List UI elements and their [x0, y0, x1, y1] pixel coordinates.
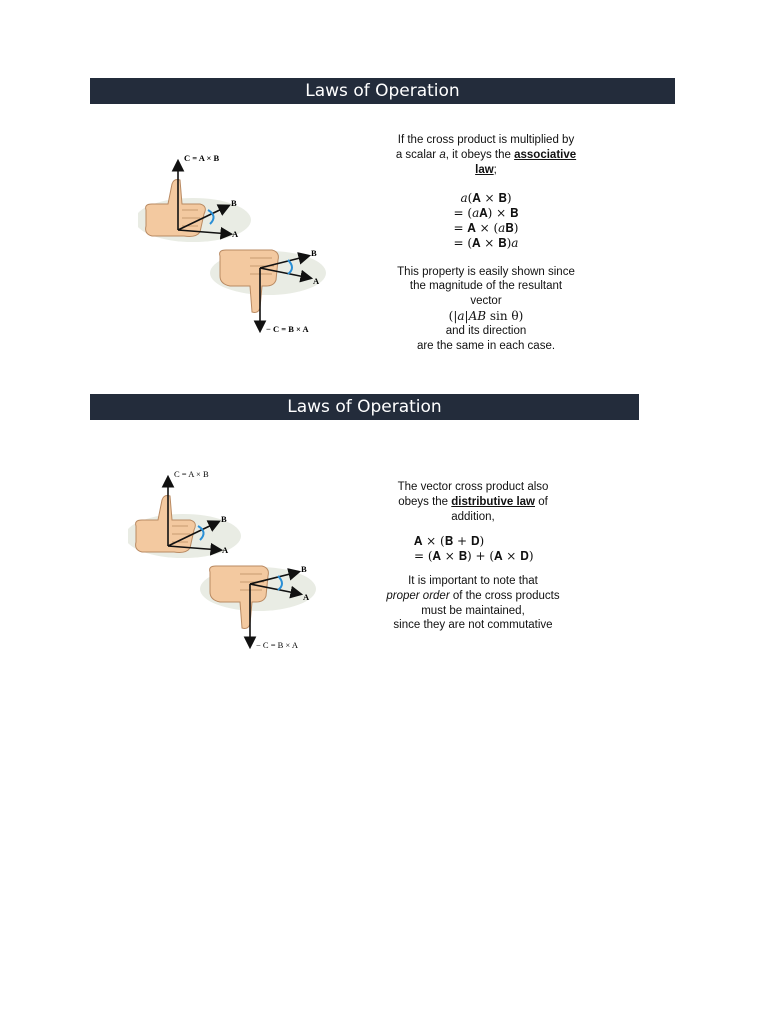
thumbs-up-hand-icon	[136, 496, 196, 553]
slide-1-equation-4: = (𝐀 × 𝐁)𝑎	[453, 235, 519, 250]
slide-2-intro-line-2	[368, 495, 578, 510]
intro-text: a scalar	[395, 148, 440, 161]
slide-2-label-b-top: B	[221, 514, 227, 524]
slide-2-title: Laws of Operation	[90, 394, 639, 420]
slide-2-body-line-1: It is important to note that	[408, 574, 538, 587]
slide-2-label-a-bottom: A	[303, 592, 310, 602]
slide-2-right-hand-rule-figure	[128, 464, 328, 656]
slide-1-title: Laws of Operation	[90, 78, 675, 104]
intro-text: of	[535, 495, 548, 508]
slide-1-label-a-top: A	[232, 229, 239, 239]
scalar-symbol: a	[439, 148, 446, 161]
slide-1-equation-2: = (𝑎𝐀) × 𝐁	[453, 206, 519, 221]
body-text: of the cross products	[449, 589, 560, 602]
slide-1-body-line-6: are the same in each case.	[416, 339, 556, 352]
slide-1-label-c-equals-a-cross-b: C = A × B	[184, 153, 220, 163]
proper-order-term: proper order	[386, 589, 450, 602]
slide-1-label-b-top: B	[231, 198, 237, 208]
intro-text: , it obeys the	[445, 148, 515, 161]
slide-1-body-line-4: (|𝑎|𝐴𝐵 sin θ)	[448, 308, 524, 323]
slide-2-text	[368, 480, 578, 633]
distributive-law-term: distributive law	[451, 495, 535, 508]
slide-1-body-line-3: vector	[470, 295, 502, 308]
slide-1-body-line-1: This property is easily shown since	[397, 265, 575, 278]
slide-1-label-a-bottom: A	[313, 276, 320, 286]
slide-2-equation-2: = (𝐀 × 𝐁) + (𝐀 × 𝐃)	[414, 549, 534, 564]
slide-1-body-line-5: and its direction	[445, 324, 527, 337]
law-term: law	[475, 163, 494, 176]
slide-1-equation-1: 𝑎(𝐀 × 𝐁)	[460, 191, 512, 206]
slide-2-body-line-2	[368, 589, 578, 604]
intro-text: obeys the	[398, 495, 452, 508]
slide-2-intro-line-1: The vector cross product also	[397, 481, 549, 493]
slide-1-label-neg-c-equals-b-cross-a: − C = B × A	[266, 324, 309, 334]
slide-2-label-a-top: A	[222, 545, 229, 555]
thumbs-down-hand-icon	[210, 566, 269, 629]
slide-2-body-line-4: since they are not commutative	[393, 619, 553, 632]
slide-1-label-b-bottom: B	[311, 248, 317, 258]
slide-2-label-b-bottom: B	[301, 564, 307, 574]
slide-2-label-c-equals-a-cross-b: C = A × B	[174, 469, 209, 479]
slide-1-equation-3: = 𝐀 × (𝑎𝐁)	[453, 220, 519, 235]
slide-2-body-line-3: must be maintained,	[421, 604, 525, 617]
slide-1-intro-line-1: If the cross product is multiplied by	[397, 134, 575, 146]
slide-2-equation-1: 𝐀 × (𝐁 + 𝐃)	[414, 534, 485, 549]
slide-2-label-neg-c-equals-b-cross-a: − C = B × A	[256, 640, 299, 650]
intro-text: ;	[493, 163, 497, 176]
associative-term: associative	[514, 148, 577, 161]
slide-1-body-line-2: the magnitude of the resultant	[409, 280, 563, 293]
slide-2-intro-line-3: addition,	[451, 510, 495, 523]
